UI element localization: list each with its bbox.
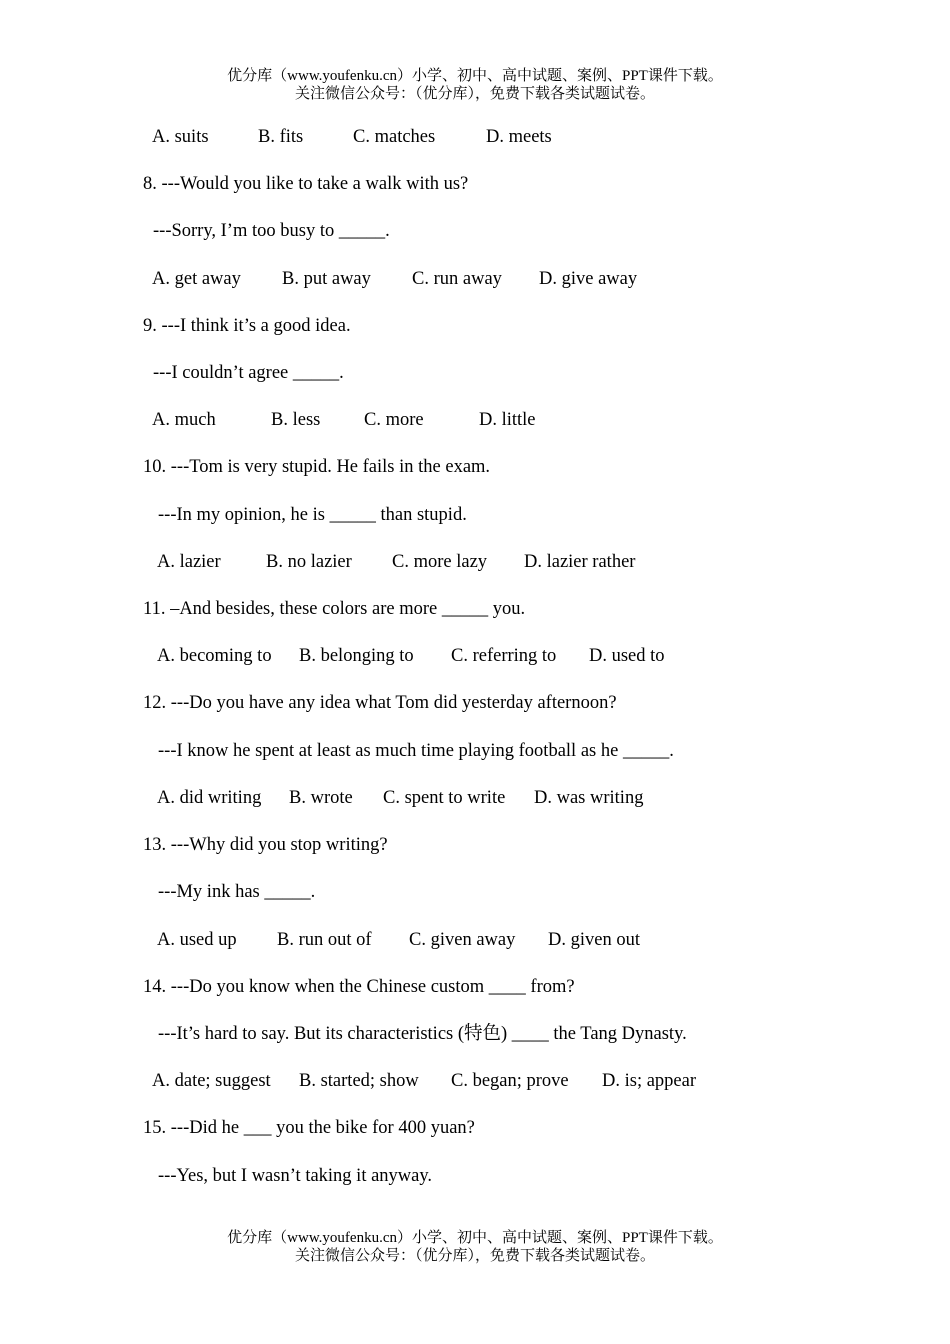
q9-question: 9. ---I think it’s a good idea.	[143, 316, 351, 336]
q7-option-a: A. suits	[152, 127, 209, 147]
q14-option-c: C. began; prove	[451, 1071, 569, 1091]
q11-option-b: B. belonging to	[299, 646, 414, 666]
q10-option-a: A. lazier	[157, 552, 221, 572]
q14-option-a: A. date; suggest	[152, 1071, 271, 1091]
q12-question: 12. ---Do you have any idea what Tom did yesterday afternoon?	[143, 693, 617, 713]
q10-option-c: C. more lazy	[392, 552, 488, 572]
footer-line-1: 优分库（www.youfenku.cn）小学、初中、高中试题、案例、PPT课件下载。	[227, 1230, 723, 1246]
q8-question: 8. ---Would you like to take a walk with us?	[143, 174, 469, 194]
q13-option-b: B. run out of	[277, 930, 372, 950]
q12-option-d: D. was writing	[534, 788, 644, 808]
q10-question: 10. ---Tom is very stupid. He fails in the exam.	[143, 457, 491, 477]
q12-option-b: B. wrote	[289, 788, 353, 808]
q13-reply: ---My ink has _____.	[158, 882, 316, 902]
q14-reply: ---It’s hard to say. But its characteristics (特色) ____ the Tang Dynasty.	[158, 1024, 687, 1044]
q13-option-d: D. given out	[548, 930, 640, 950]
q10-option-b: B. no lazier	[266, 552, 352, 572]
q7-option-d: D. meets	[486, 127, 552, 147]
header-line-2: 关注微信公众号：（优分库），免费下载各类试题试卷。	[294, 86, 655, 102]
q11-option-c: C. referring to	[451, 646, 557, 666]
q7-option-b: B. fits	[258, 127, 304, 147]
q15-reply: ---Yes, but I wasn’t taking it anyway.	[158, 1166, 433, 1186]
q12-reply: ---I know he spent at least as much time playing football as he _____.	[158, 741, 674, 761]
header-line-1: 优分库（www.youfenku.cn）小学、初中、高中试题、案例、PPT课件下载。	[227, 68, 723, 84]
q11-question: 11. –And besides, these colors are more _____ you.	[143, 599, 526, 619]
q7-option-c: C. matches	[353, 127, 436, 147]
q12-option-c: C. spent to write	[383, 788, 506, 808]
q8-reply: ---Sorry, I’m too busy to _____.	[153, 221, 390, 241]
q13-option-a: A. used up	[157, 930, 237, 950]
q10-reply: ---In my opinion, he is _____ than stupid.	[158, 505, 467, 525]
q9-option-b: B. less	[271, 410, 321, 430]
q11-option-a: A. becoming to	[157, 646, 272, 666]
q14-question: 14. ---Do you know when the Chinese custom ____ from?	[143, 977, 575, 997]
q10-option-d: D. lazier rather	[524, 552, 636, 572]
q13-question: 13. ---Why did you stop writing?	[143, 835, 388, 855]
q11-option-d: D. used to	[589, 646, 665, 666]
page-header	[0, 67, 950, 103]
q12-option-a: A. did writing	[157, 788, 262, 808]
q8-option-c: C. run away	[412, 269, 502, 289]
footer-line-2: 关注微信公众号：（优分库），免费下载各类试题试卷。	[294, 1248, 655, 1264]
q9-option-c: C. more	[364, 410, 424, 430]
q8-option-d: D. give away	[539, 269, 638, 289]
q9-reply: ---I couldn’t agree _____.	[153, 363, 344, 383]
q15-question: 15. ---Did he ___ you the bike for 400 yuan?	[143, 1118, 475, 1138]
q8-option-a: A. get away	[152, 269, 241, 289]
q14-option-d: D. is; appear	[602, 1071, 697, 1091]
q9-option-a: A. much	[152, 410, 216, 430]
q13-option-c: C. given away	[409, 930, 516, 950]
q14-option-b: B. started; show	[299, 1071, 419, 1091]
q9-option-d: D. little	[479, 410, 536, 430]
q8-option-b: B. put away	[282, 269, 371, 289]
page-footer	[0, 1229, 950, 1265]
